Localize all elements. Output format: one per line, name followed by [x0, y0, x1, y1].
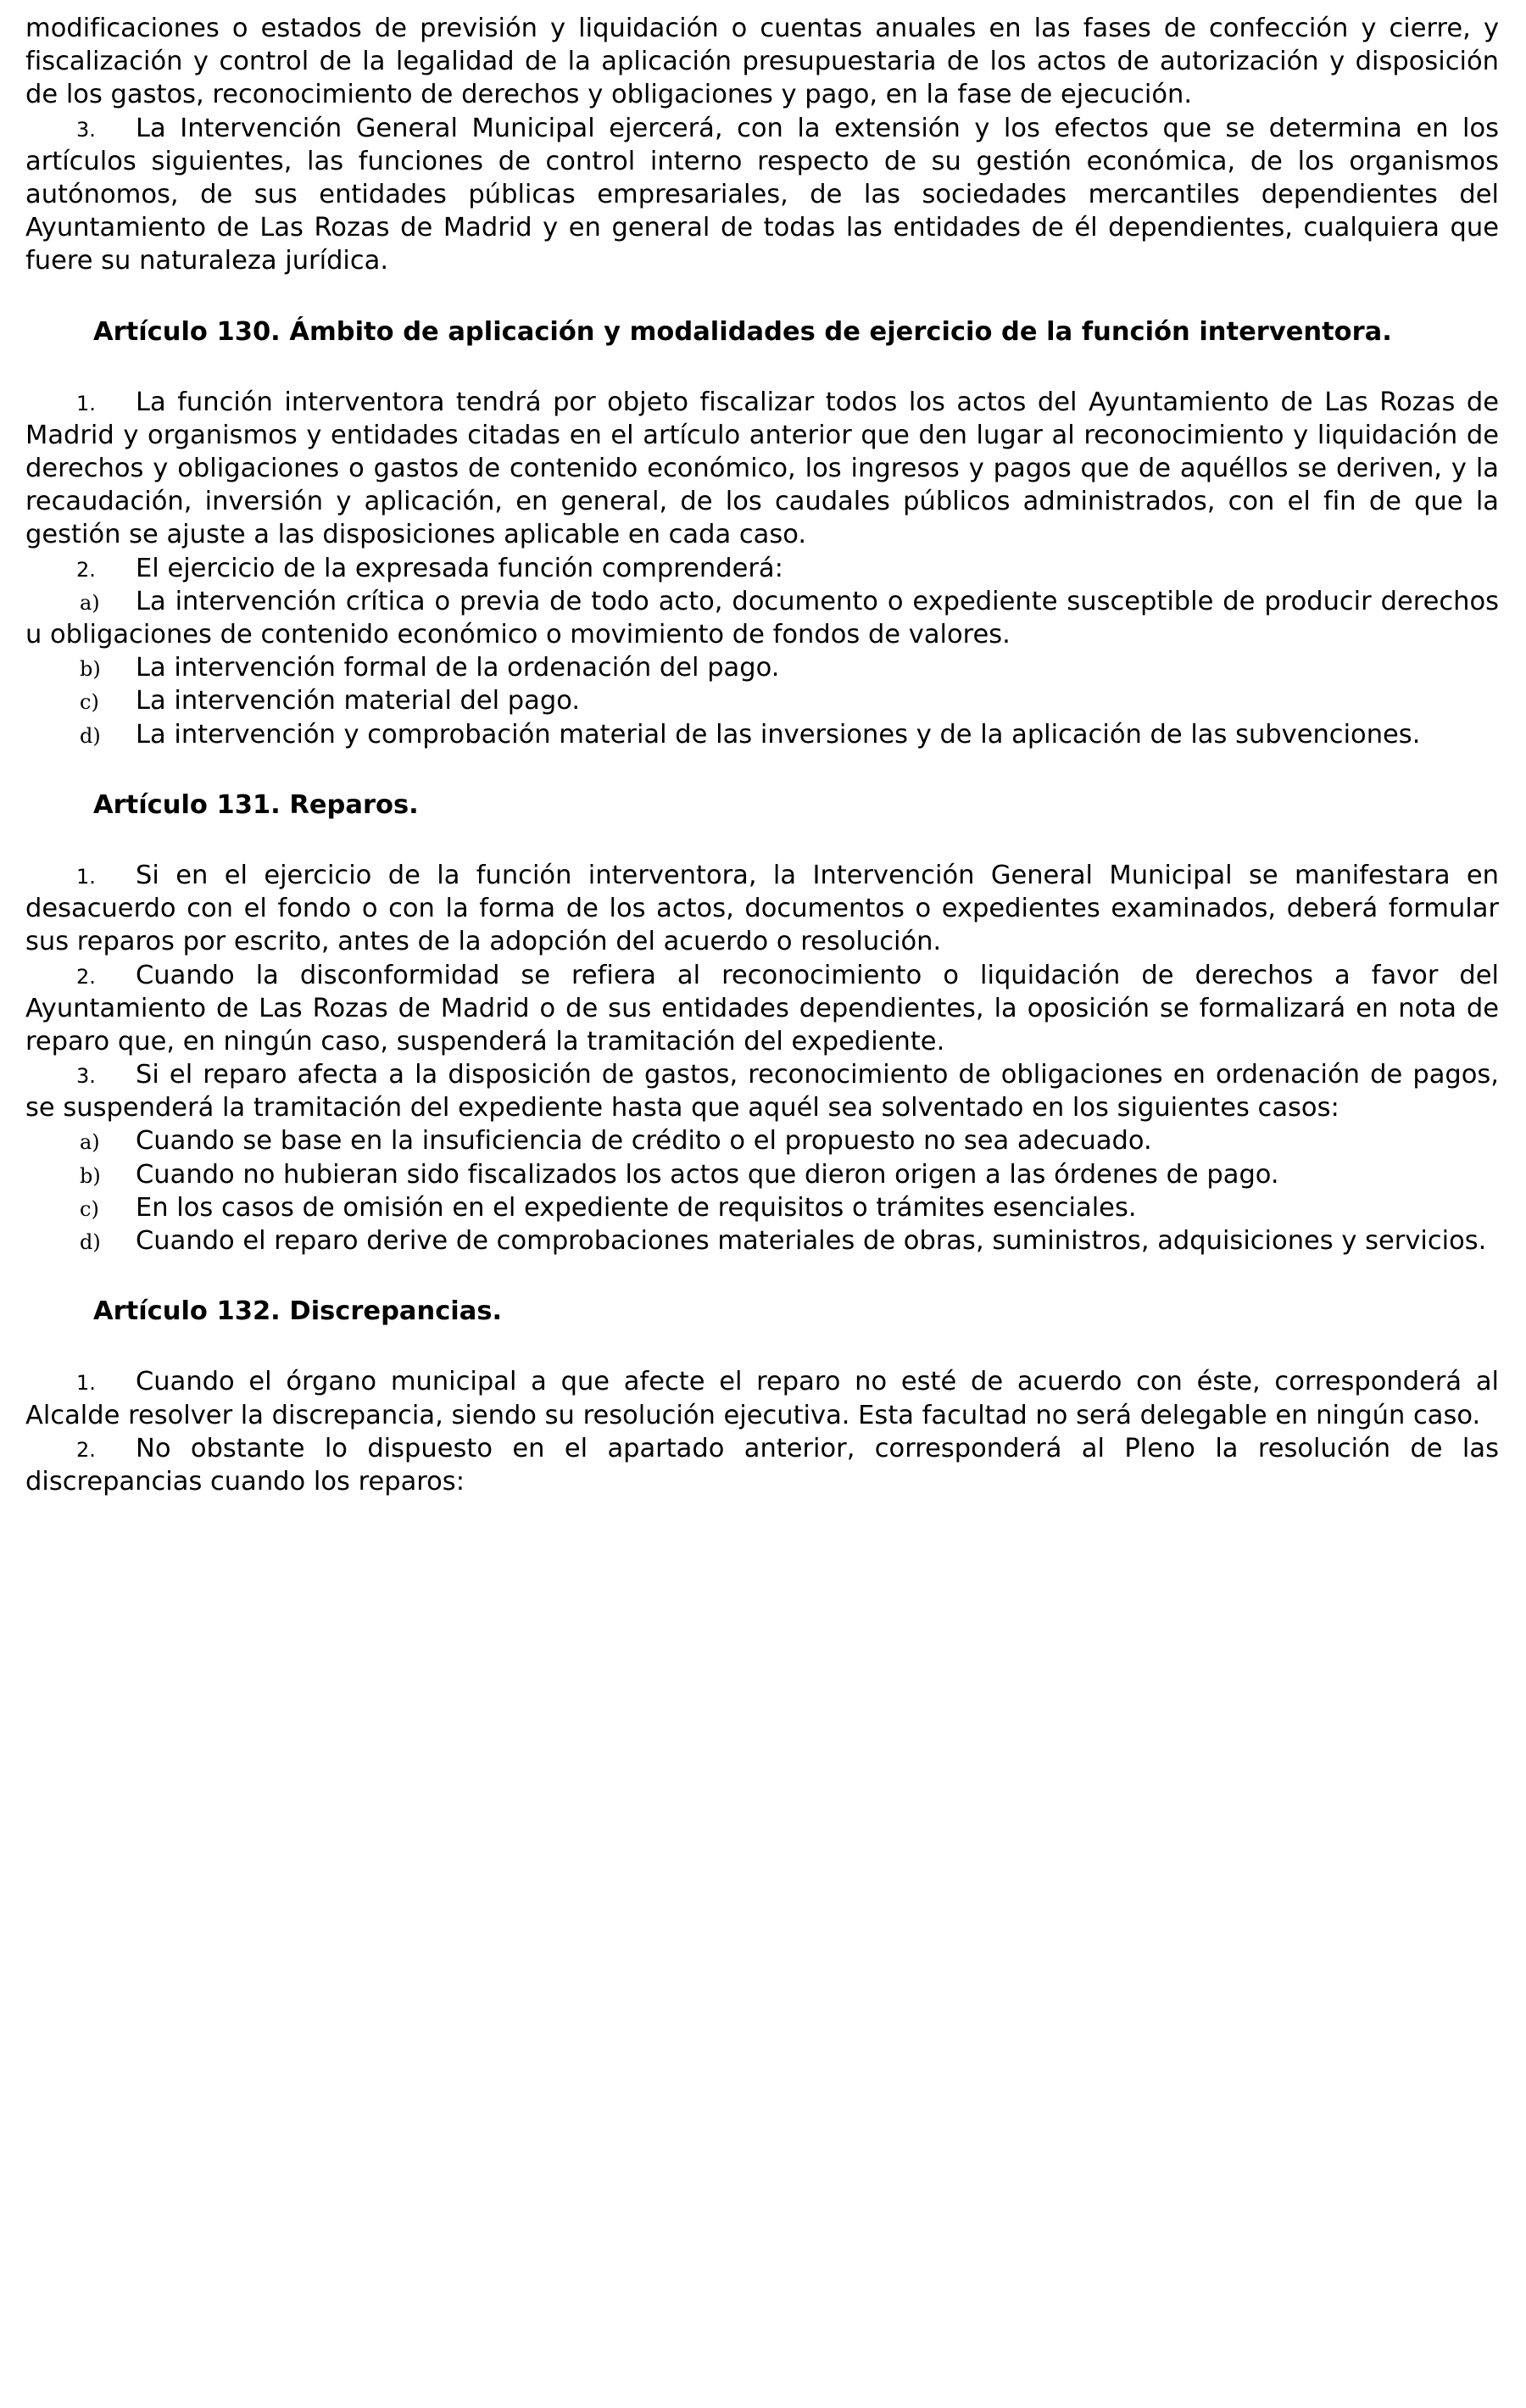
- paragraph-marker: b): [80, 1163, 101, 1188]
- lettered-paragraph: [25, 1158, 1499, 1191]
- paragraph-text: Cuando el reparo derive de comprobaciones materiales de obras, suministros, adquisiciones y servicios.: [136, 1226, 1487, 1256]
- paragraph-text: Cuando la disconformidad se refiera al reconocimiento o liquidación de derechos a favor del Ayuntamiento de Las Rozas de Madrid o de sus entidades dependientes, la oposición se formalizará en nota de reparo que, en ningún caso, suspenderá la tramitación del expediente.: [25, 960, 1499, 1056]
- paragraph-text: La Intervención General Municipal ejercerá, con la extensión y los efectos que se determina en los artículos siguientes, las funciones de control interno respecto de su gestión económica, de los organismos autónomos, de sus entidades públicas empresariales, de las sociedades mercantiles dependientes del Ayuntamiento de Las Rozas de Madrid y en general de todas las entidades de él dependientes, cualquiera que fuere su naturaleza jurídica.: [25, 113, 1499, 276]
- paragraph-text: Si el reparo afecta a la disposición de gastos, reconocimiento de obligaciones en ordenación de pagos, se suspenderá la tramitación del expediente hasta que aquél sea solventado en los siguientes casos:: [25, 1060, 1499, 1123]
- paragraph-text: En los casos de omisión en el expediente de requisitos o trámites esenciales.: [136, 1192, 1137, 1223]
- paragraph-marker: d): [80, 723, 101, 748]
- section-heading-articulo-130: Artículo 130. Ámbito de aplicación y modalidades de ejercicio de la función interventora.: [93, 316, 1392, 347]
- lettered-paragraph: [25, 651, 1499, 684]
- section-heading-articulo-131: Artículo 131. Reparos.: [93, 789, 419, 820]
- paragraph-marker: 3.: [76, 1064, 96, 1089]
- paragraph-marker: d): [80, 1230, 101, 1254]
- paragraph-marker: 1.: [76, 1371, 96, 1396]
- paragraph-text: No obstante lo dispuesto en el apartado anterior, corresponderá al Pleno la resolución de las discrepancias cuando los reparos:: [25, 1433, 1499, 1497]
- section-heading-articulo-132: Artículo 132. Discrepancias.: [93, 1296, 503, 1327]
- paragraph-marker: a): [80, 590, 100, 615]
- spacer: [25, 822, 1499, 859]
- paragraph-marker: b): [80, 657, 101, 682]
- numbered-paragraph: [25, 386, 1499, 552]
- paragraph-marker: 1.: [76, 864, 96, 889]
- paragraph-text: La intervención y comprobación material de las inversiones y de la aplicación de las subvenciones.: [136, 719, 1421, 750]
- lettered-paragraph: [25, 684, 1499, 717]
- lettered-paragraph: [25, 585, 1499, 651]
- lettered-paragraph: [25, 1224, 1499, 1257]
- paragraph-text: El ejercicio de la expresada función comprenderá:: [136, 553, 783, 583]
- numbered-paragraph: [25, 552, 1499, 585]
- paragraph-marker: 3.: [76, 117, 96, 142]
- paragraph-text: La intervención formal de la ordenación del pago.: [136, 653, 780, 683]
- paragraph-marker: 2.: [76, 964, 96, 989]
- lettered-paragraph: [25, 718, 1499, 751]
- paragraph-continued: modificaciones o estados de previsión y liquidación o cuentas anuales en las fases de confección y cierre, y fiscalización y control de la legalidad de la aplicación presupuestaria de los actos de autorización y disposición de los gastos, reconocimiento de derechos y obligaciones y pago, en la fase de ejecución.: [25, 14, 1499, 110]
- numbered-paragraph: [25, 1365, 1499, 1431]
- numbered-paragraph: [25, 859, 1499, 959]
- spacer: [25, 1257, 1499, 1295]
- numbered-paragraph: [25, 1432, 1499, 1498]
- paragraph-marker: 1.: [76, 391, 96, 415]
- paragraph-text: Si en el ejercicio de la función interventora, la Intervención General Municipal se manifestara en desacuerdo con el fondo o con la forma de los actos, documentos o expedientes examinados, deberá formular sus reparos por escrito, antes de la adopción del acuerdo o resolución.: [25, 860, 1499, 957]
- paragraph-marker: c): [80, 1196, 99, 1221]
- paragraph-marker: 2.: [76, 557, 96, 582]
- numbered-paragraph: [25, 1058, 1499, 1124]
- numbered-paragraph: [25, 959, 1499, 1059]
- spacer: [25, 348, 1499, 386]
- paragraph-marker: 2.: [76, 1437, 96, 1462]
- spacer: [25, 278, 1499, 315]
- paragraph-text: La intervención crítica o previa de todo acto, documento o expediente susceptible de producir derechos u obligaciones de contenido económico o movimiento de fondos de valores.: [25, 586, 1499, 649]
- paragraph-text: Cuando se base en la insuficiencia de crédito o el propuesto no sea adecuado.: [136, 1126, 1152, 1157]
- paragraph-marker: a): [80, 1130, 100, 1155]
- paragraph-text: Cuando no hubieran sido fiscalizados los actos que dieron origen a las órdenes de pago.: [136, 1159, 1279, 1190]
- lettered-paragraph: [25, 1124, 1499, 1157]
- lettered-paragraph: [25, 1191, 1499, 1224]
- paragraph-text: La intervención material del pago.: [136, 686, 581, 716]
- spacer: [25, 751, 1499, 789]
- numbered-paragraph: [25, 112, 1499, 278]
- spacer: [25, 1328, 1499, 1365]
- paragraph-marker: c): [80, 690, 99, 715]
- paragraph-text: Cuando el órgano municipal a que afecte el reparo no esté de acuerdo con éste, corresponderá al Alcalde resolver la discrepancia, siendo su resolución ejecutiva. Esta facultad no será delegable en ningún caso.: [25, 1367, 1499, 1430]
- paragraph-text: La función interventora tendrá por objeto fiscalizar todos los actos del Ayuntamiento de Las Rozas de Madrid y organismos y entidades citadas en el artículo anterior que den lugar al reconocimiento y liquidación de derechos y obligaciones o gastos de contenido económico, los ingresos y pagos que de aquéllos se deriven, y la recaudación, inversión y aplicación, en general, de los caudales públicos administrados, con el fin de que la gestión se ajuste a las disposiciones aplicable en cada caso.: [25, 387, 1499, 550]
